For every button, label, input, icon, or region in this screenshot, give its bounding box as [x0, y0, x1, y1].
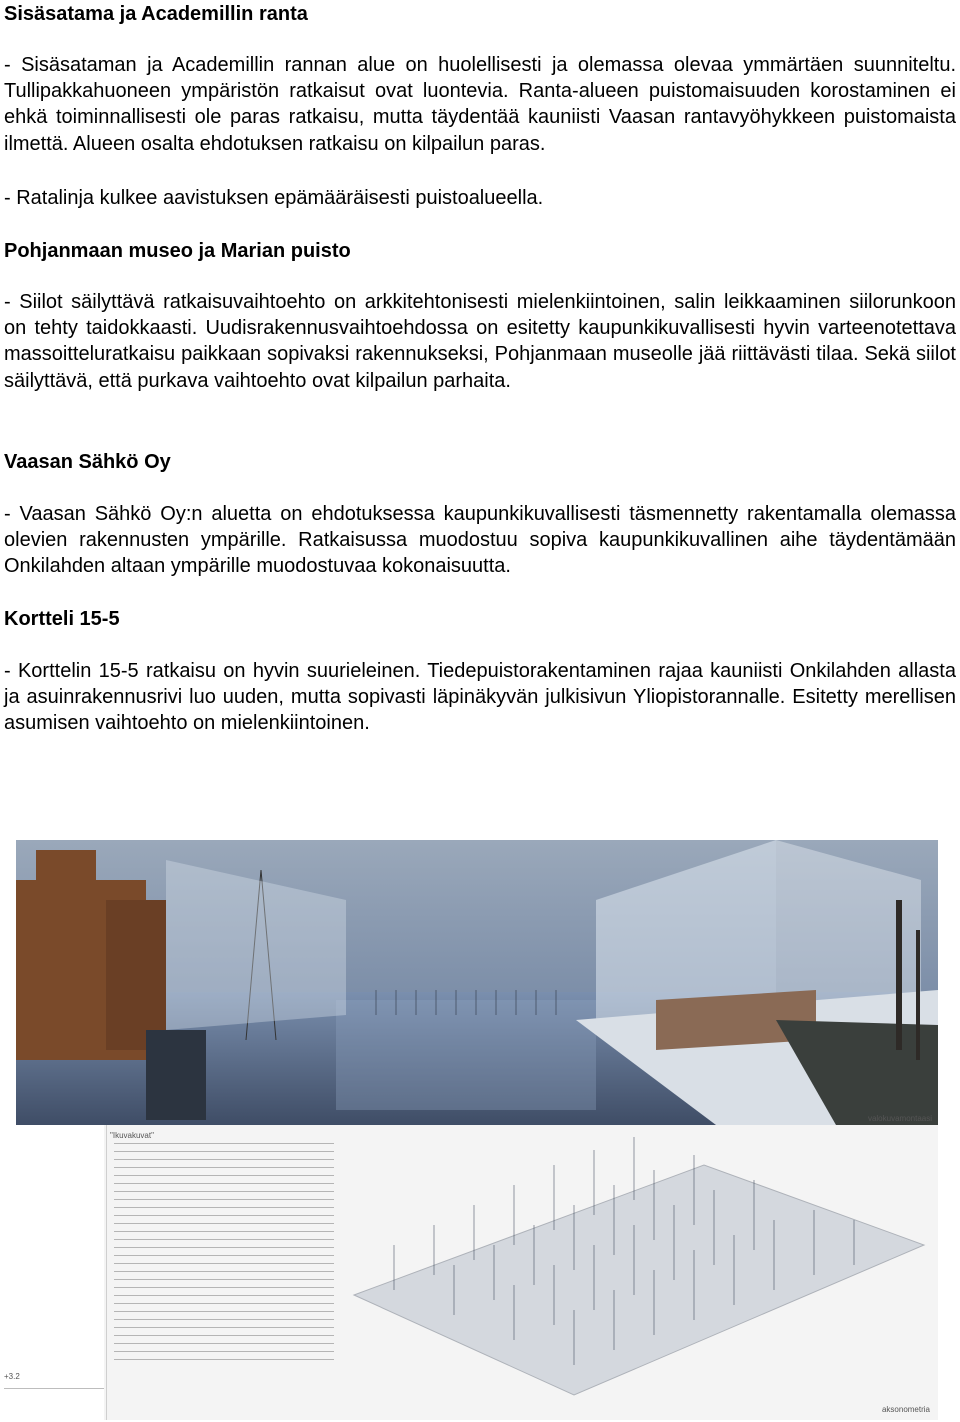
photomontage-image	[16, 840, 938, 1125]
section-heading: Sisäsatama ja Academillin ranta	[4, 3, 308, 25]
pile-grid-axonometry	[104, 1125, 938, 1420]
section-paragraph: - Sisäsataman ja Academillin rannan alue on huolellisesti ja olemassa olevaa ymmärtäen suunniteltu. Tullipakkahuoneen ympäristön ratkaisut ovat luontevia. Ranta-alueen puistomaisuuden korostaminen ei ehkä toiminnallisesti ole paras ratkaisu, mutta täydentää kauniisti Vaasan rantavyöhykkeen puistomaista ilmettä. Alueen osalta ehdotuksen ratkaisu on kilpailun paras.	[4, 54, 956, 155]
section-paragraph: - Ratalinja kulkee aavistuksen epämääräisesti puistoalueella.	[4, 187, 544, 209]
elevation-label: +3.2	[4, 1372, 20, 1381]
section-paragraph: - Vaasan Sähkö Oy:n aluetta on ehdotuksessa kaupunkikuvallisesti täsmennetty rakentamalla olemassa olevien rakennusten ympärille. Ratkaisussa muodostuu sopiva kaupunkikuvallinen aihe täydentämään Onkilahden altaan ympärille muodostuvaa kokonaisuutta.	[4, 503, 956, 578]
section-heading: Pohjanmaan museo ja Marian puisto	[4, 240, 351, 262]
axonometry-panel	[104, 1125, 938, 1420]
section-paragraph: - Siilot säilyttävä ratkaisuvaihtoehto on arkkitehtonisesti mielenkiintoinen, salin leikkaaminen siilorunkoon on tehty taidokkaasti. Uudisrakennusvaihtoehdossa on esitetty kaupunkikuvallisesti hyvin varteenotettava massoitteluratkaisu paikkaan sopivaksi rakennukseksi, Pohjanmaan museolle jää riittävästi tilaa. Sekä siilot säilyttävä, että purkava vaihtoehto ovat kilpailun parhaita.	[4, 291, 956, 392]
section-heading: Vaasan Sähkö Oy	[4, 451, 171, 473]
harbour-photomontage	[16, 840, 938, 1125]
photo-label: valokuvamontaasi	[867, 1114, 932, 1123]
panel-bottom-label: aksonometria	[881, 1405, 930, 1414]
section-paragraph: - Korttelin 15-5 ratkaisu on hyvin suurieleinen. Tiedepuistorakentaminen rajaa kauniisti Onkilahden allasta ja asuinrakennusrivi luo uuden, mutta sopivasti läpinäkyvän julkisivun Yliopistorannalle. Esitetty merellisen asumisen vaihtoehto on mielenkiintoinen.	[4, 660, 956, 735]
competition-figure	[4, 840, 938, 1422]
section-heading: Kortteli 15-5	[4, 608, 120, 630]
panel-title: "Ikuvakuvat"	[110, 1131, 154, 1140]
elevation-line	[4, 1388, 104, 1389]
